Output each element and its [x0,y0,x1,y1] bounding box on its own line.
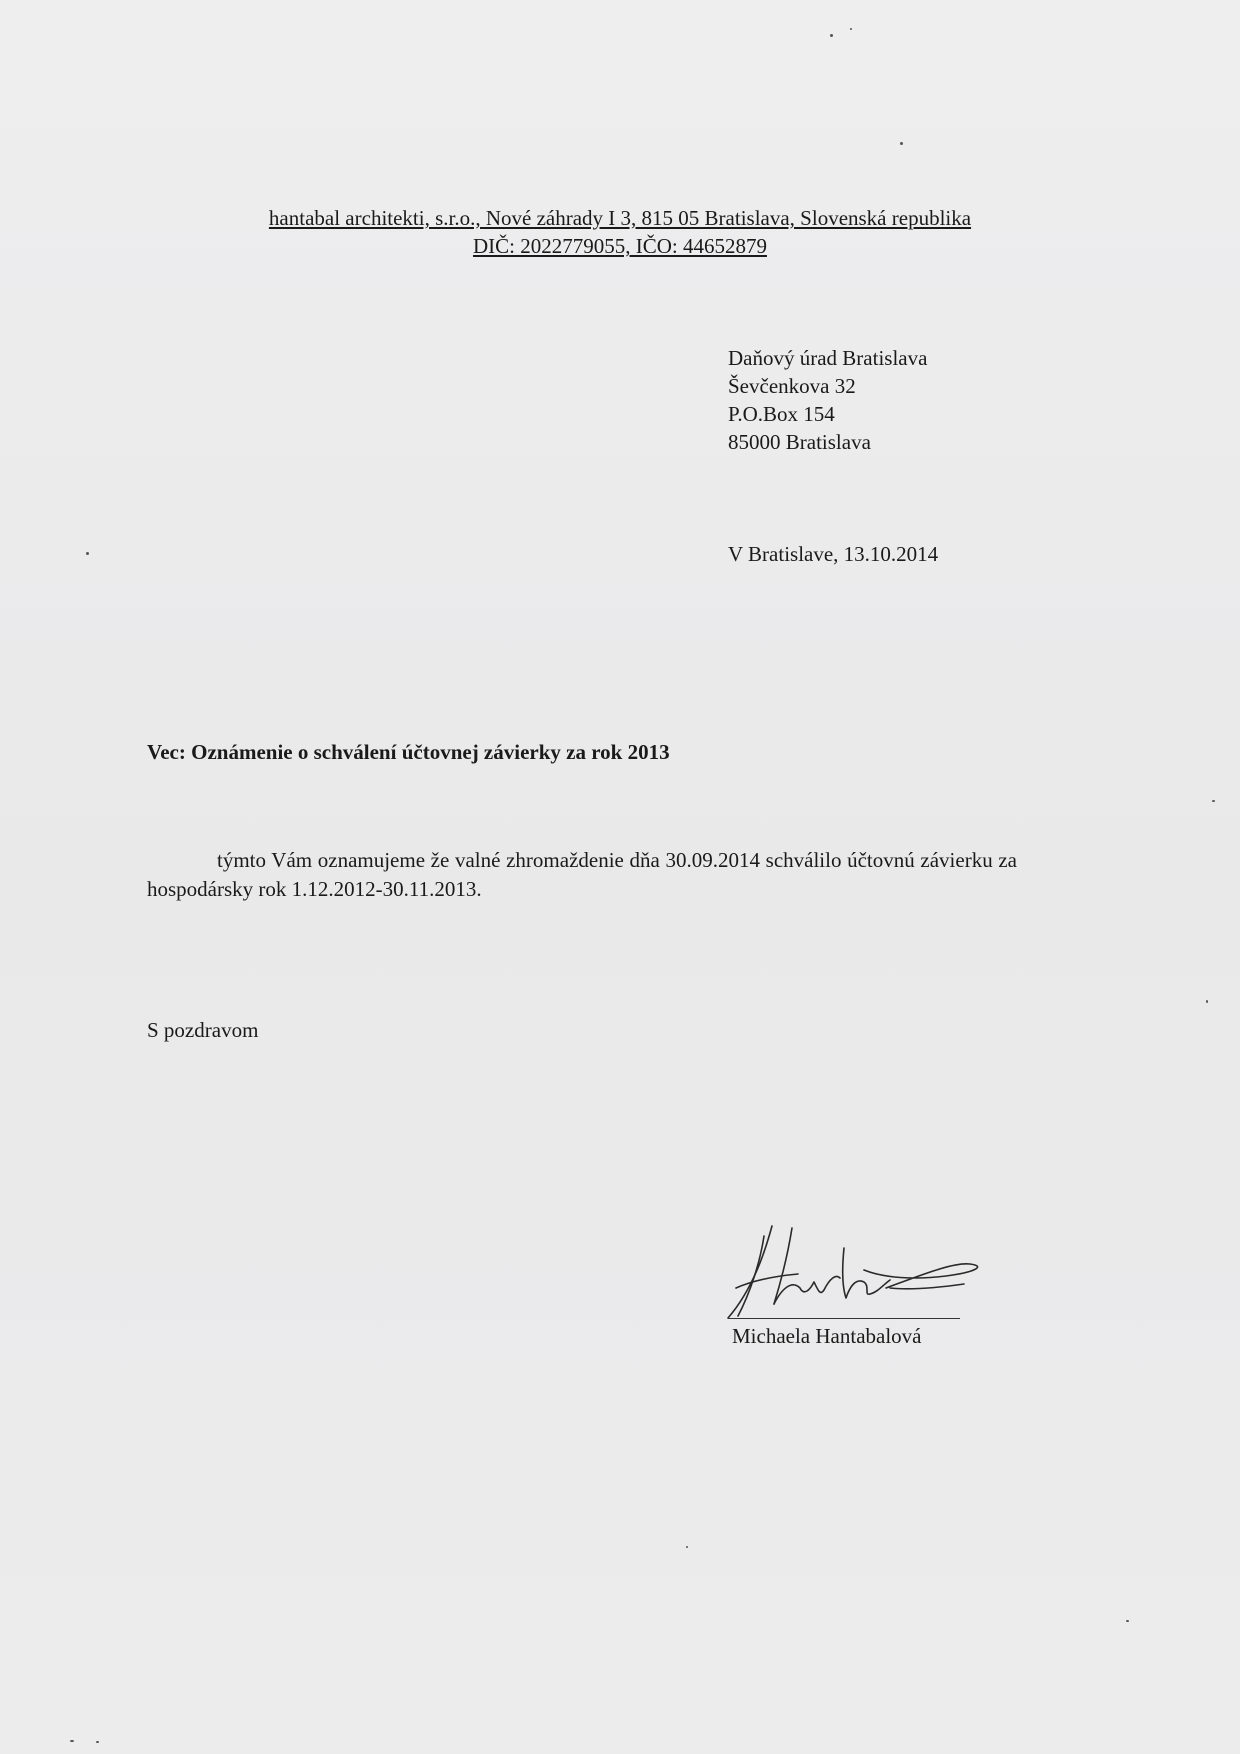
recipient-name: Daňový úrad Bratislava [728,346,928,370]
scan-speck [850,28,852,30]
recipient-city: 85000 Bratislava [728,430,871,454]
letter-body: týmto Vám oznamujeme že valné zhromaždenie dňa 30.09.2014 schválilo účtovnú závierku za hospodársky rok 1.12.2012-30.11.2013. [147,848,1017,901]
place-and-date: V Bratislave, 13.10.2014 [728,542,939,566]
signer-name: Michaela Hantabalová [732,1324,922,1348]
handwritten-signature [714,1218,994,1338]
letterhead [0,204,1240,260]
closing-greeting: S pozdravom [147,1018,259,1042]
company-tax-ids-line: DIČ: 2022779055, IČO: 44652879 [473,234,767,258]
scan-speck [86,552,89,555]
company-address-line: hantabal architekti, s.r.o., Nové záhrady I 3, 815 05 Bratislava, Slovenská republika [268,206,972,230]
scan-speck [686,1546,688,1548]
scan-speck [900,142,903,145]
scan-speck [1206,1000,1208,1003]
recipient-address [728,344,927,456]
letter-subject: Vec: Oznámenie o schválení účtovnej závierky za rok 2013 [147,740,670,764]
scan-speck [1126,1620,1129,1622]
signature-line [728,1318,960,1319]
recipient-street: Ševčenkova 32 [728,374,856,398]
scan-speck [1212,800,1215,802]
scan-speck [830,34,833,37]
scan-speck [70,1740,74,1742]
recipient-pobox: P.O.Box 154 [728,402,835,426]
scan-speck [96,1741,99,1743]
